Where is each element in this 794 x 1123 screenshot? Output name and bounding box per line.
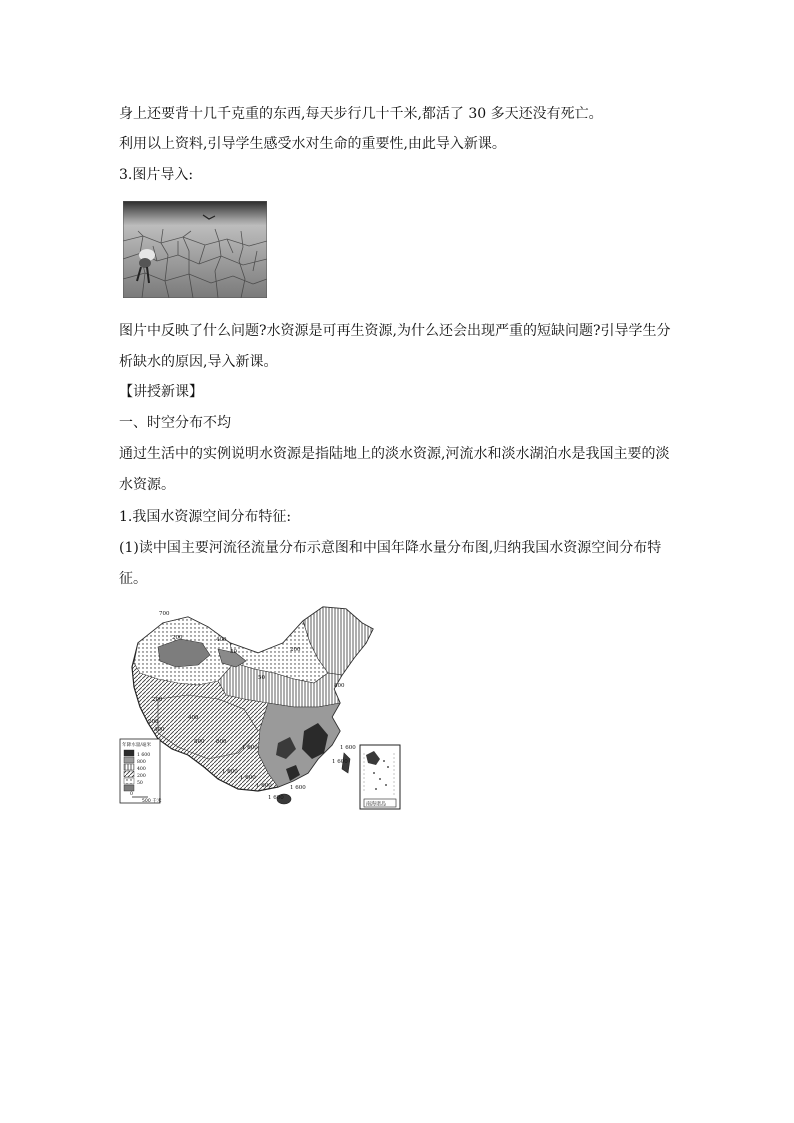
paragraph-line: 图片中反映了什么问题?水资源是可再生资源,为什么还会出现严重的短缺问题?引导学生分 bbox=[119, 323, 671, 339]
inset-label: 南海诸岛 bbox=[366, 801, 387, 808]
paragraph-line: 通过生活中的实例说明水资源是指陆地上的淡水资源,河流水和淡水湖泊水是我国主要的淡 bbox=[119, 446, 670, 462]
contour-label: 1 600 bbox=[222, 769, 238, 775]
contour-label: 800 bbox=[194, 739, 205, 745]
legend-item: 400 bbox=[137, 767, 146, 772]
section-heading: 1.我国水资源空间分布特征: bbox=[119, 509, 292, 525]
contour-label: 50 bbox=[258, 675, 265, 681]
precipitation-map bbox=[118, 603, 403, 813]
contour-label: 400 bbox=[216, 637, 227, 643]
contour-label: 200 bbox=[152, 697, 163, 703]
scale-label: 500 千米 bbox=[142, 799, 162, 804]
section-heading: 一、时空分布不均 bbox=[119, 415, 231, 431]
contour-label: 50 bbox=[230, 649, 237, 655]
contour-label: 1 600 bbox=[242, 745, 258, 751]
section-heading: 【讲授新课】 bbox=[119, 384, 203, 400]
legend-item: 200 bbox=[137, 774, 146, 779]
drought-photo bbox=[123, 201, 267, 298]
contour-label: 200 bbox=[172, 635, 183, 641]
south-china-sea-inset bbox=[360, 745, 400, 809]
paragraph-line: 身上还要背十几千克重的东西,每天步行几十千米,都活了 30 多天还没有死亡。 bbox=[119, 106, 603, 122]
precipitation-map-graphic bbox=[118, 603, 403, 813]
contour-label: 200 bbox=[148, 719, 159, 725]
legend-item: 50 bbox=[137, 781, 143, 786]
paragraph-line: (1)读中国主要河流径流量分布示意图和中国年降水量分布图,归纳我国水资源空间分布特 bbox=[119, 540, 662, 556]
legend-title: 年降水量/毫米 bbox=[122, 743, 152, 748]
contour-label: 1 600 bbox=[332, 759, 348, 765]
map-legend bbox=[120, 739, 162, 804]
contour-label: 1 600 bbox=[268, 795, 284, 801]
contour-label: 1 600 bbox=[256, 783, 272, 789]
paragraph-line: 析缺水的原因,导入新课。 bbox=[119, 354, 278, 370]
contour-label: 1 600 bbox=[240, 775, 256, 781]
scale-zero: 0 bbox=[130, 792, 133, 797]
contour-label: 700 bbox=[159, 611, 170, 617]
legend-item: 1 600 bbox=[137, 753, 151, 758]
contour-label: 1 600 bbox=[340, 745, 356, 751]
contour-label: 400 bbox=[154, 727, 165, 733]
contour-label: 200 bbox=[290, 647, 301, 653]
paragraph-line: 征。 bbox=[119, 571, 147, 587]
contour-label: 1 600 bbox=[290, 785, 306, 791]
paragraph-line: 利用以上资料,引导学生感受水对生命的重要性,由此导入新课。 bbox=[119, 136, 506, 152]
contour-label: 400 bbox=[188, 715, 199, 721]
legend-item: 800 bbox=[137, 760, 146, 765]
paragraph-line: 水资源。 bbox=[119, 477, 175, 493]
drought-photo-graphic bbox=[123, 201, 267, 298]
contour-label: 800 bbox=[334, 683, 345, 689]
section-heading: 3.图片导入: bbox=[119, 167, 194, 183]
contour-label: 800 bbox=[216, 739, 227, 745]
